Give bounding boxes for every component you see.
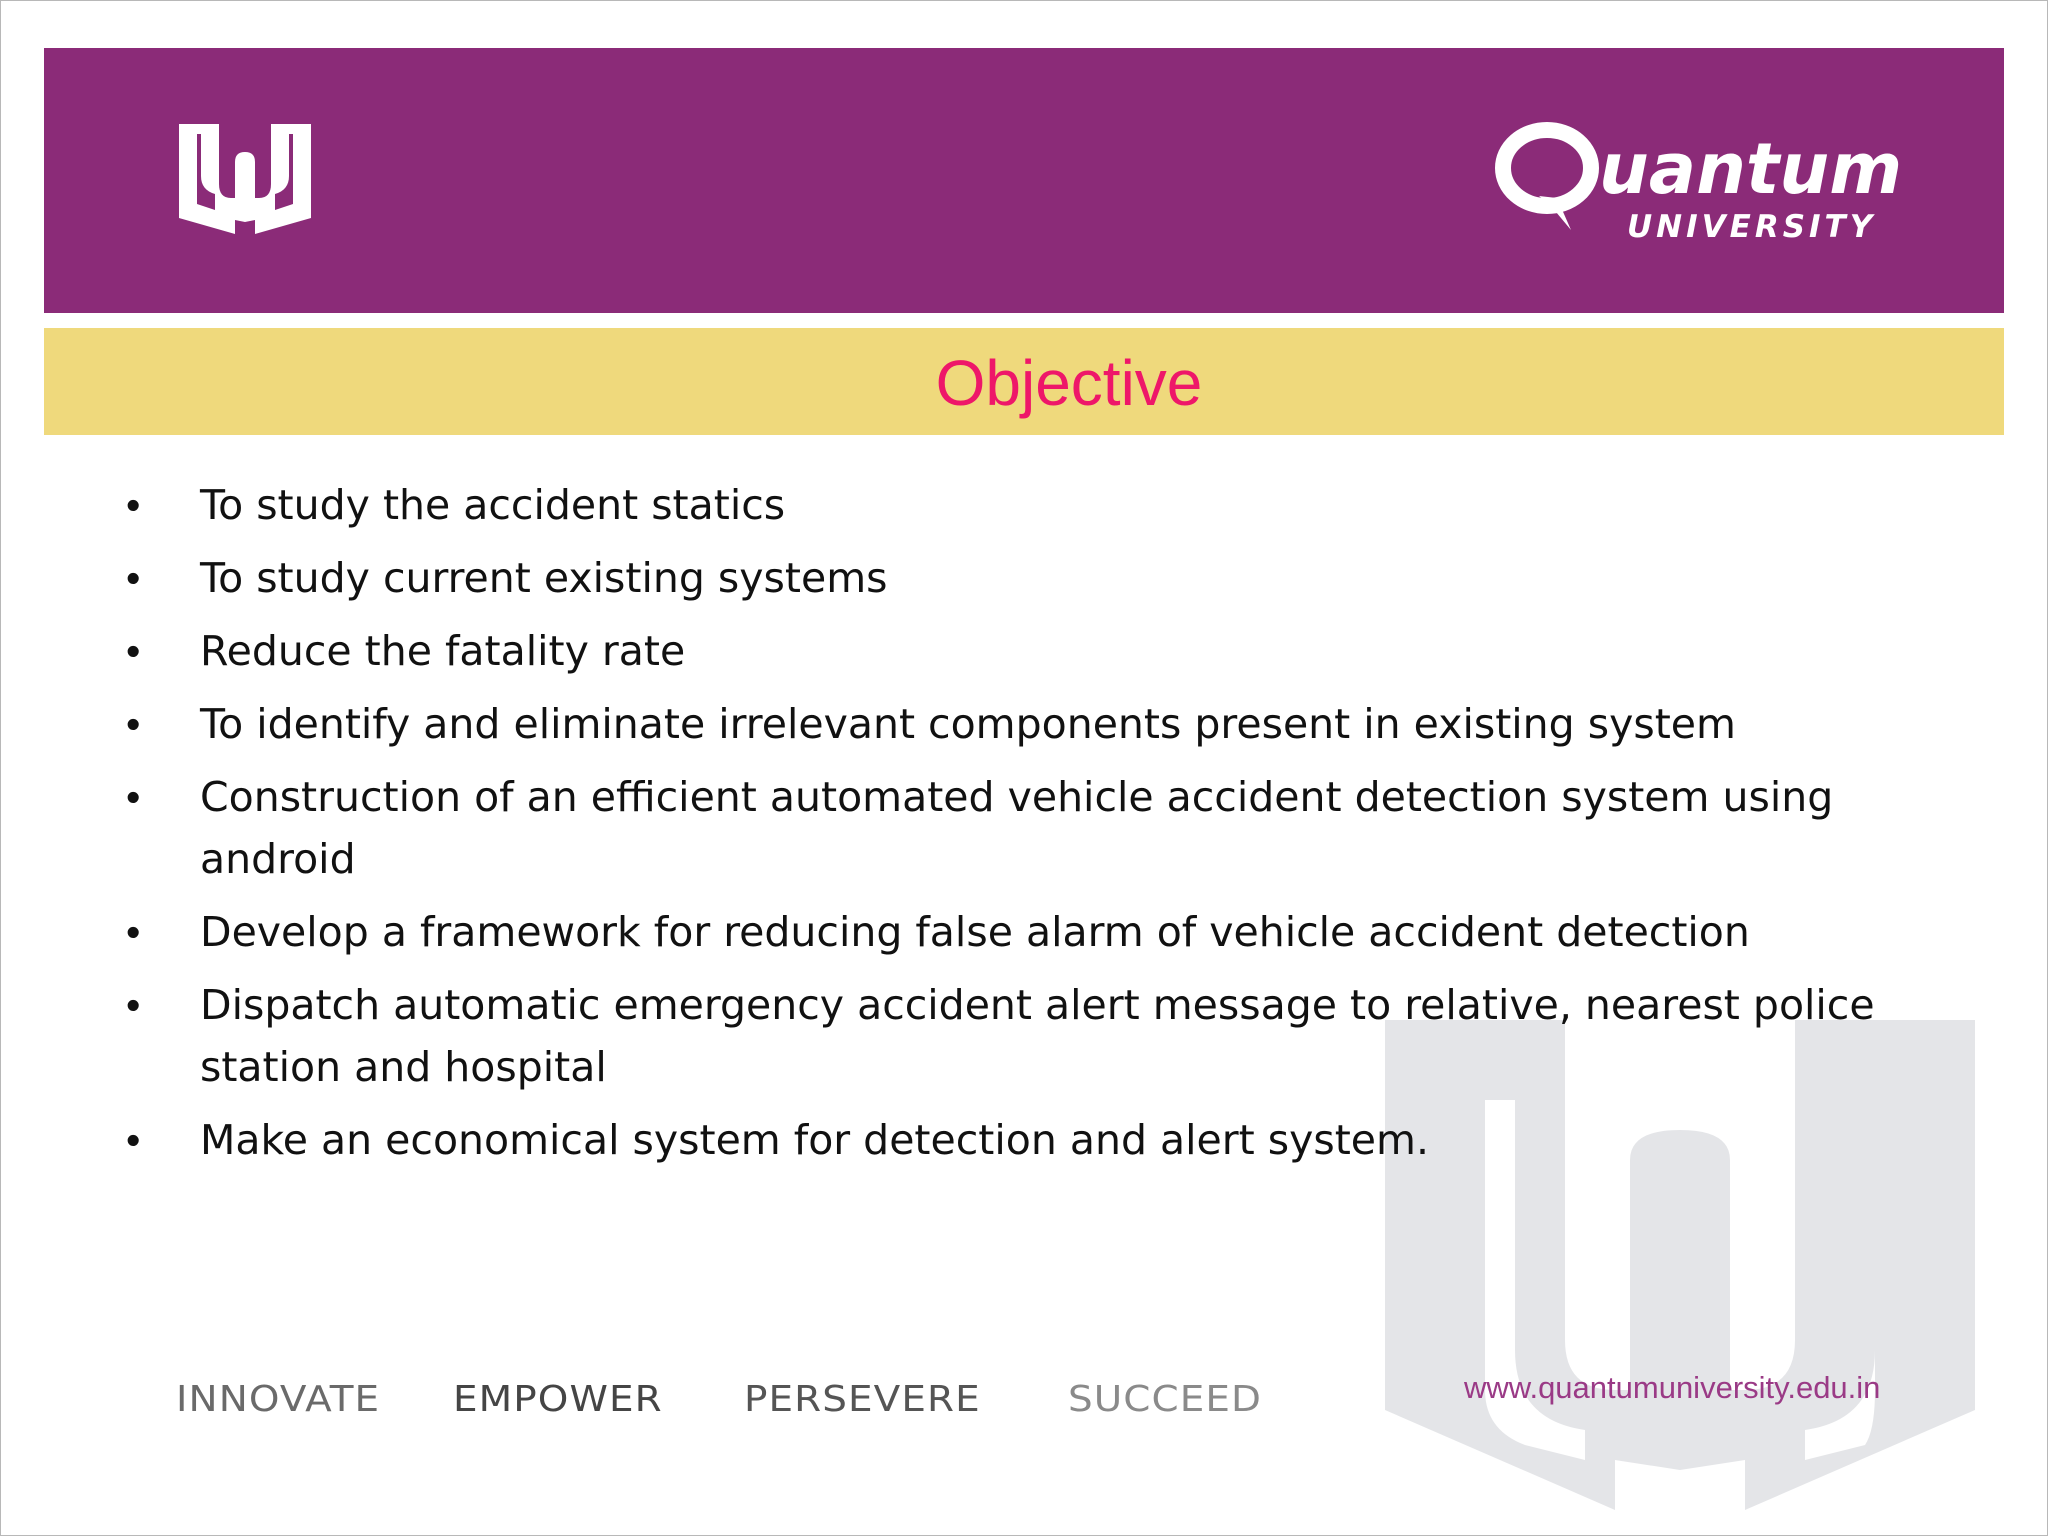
bullet-icon: •: [126, 482, 141, 528]
bullet-icon: •: [126, 628, 141, 674]
list-item: [118, 1109, 1958, 1171]
list-item-text: Develop a framework for reducing false alarm of vehicle accident detection: [200, 908, 1750, 956]
motto-innovate: INNOVATE: [176, 1379, 381, 1420]
list-item-text: Reduce the fatality rate: [200, 627, 686, 675]
list-item: [118, 620, 1958, 682]
list-item-text: To study the accident statics: [200, 481, 786, 529]
website-url: www.quantumuniversity.edu.in: [1464, 1370, 1881, 1405]
bullet-icon: •: [126, 909, 141, 955]
brand-subtitle: UNIVERSITY: [1627, 209, 1877, 245]
list-item: [118, 693, 1958, 755]
brand-logo: [1495, 108, 1915, 258]
brand-name: uantum: [1599, 128, 1903, 210]
slide-title: Objective: [935, 347, 1203, 419]
brand-q-letter-icon: [1495, 116, 1605, 238]
list-item: [118, 766, 1958, 890]
list-item-text: Dispatch automatic emergency accident alert message to relative, nearest police station and hospital: [200, 981, 1875, 1091]
bullet-icon: •: [126, 774, 141, 820]
list-item-text: To identify and eliminate irrelevant components present in existing system: [200, 700, 1736, 748]
quantum-shield-emblem-icon: [175, 118, 315, 240]
bullet-icon: •: [126, 982, 141, 1028]
list-item-text: Construction of an efficient automated vehicle accident detection system using android: [200, 773, 1834, 883]
list-item: [118, 974, 1958, 1098]
motto-persevere: PERSEVERE: [744, 1379, 981, 1420]
list-item-text: Make an economical system for detection and alert system.: [200, 1116, 1429, 1164]
list-item: [118, 901, 1958, 963]
title-band: [44, 328, 2004, 435]
list-item: [118, 547, 1958, 609]
bullet-icon: •: [126, 1117, 141, 1163]
list-item-text: To study current existing systems: [200, 554, 888, 602]
motto-empower: EMPOWER: [453, 1379, 663, 1420]
list-item: [118, 474, 1958, 536]
bullet-icon: •: [126, 555, 141, 601]
motto-succeed: SUCCEED: [1068, 1379, 1263, 1420]
objective-list: [118, 474, 1958, 1182]
bullet-icon: •: [126, 701, 141, 747]
